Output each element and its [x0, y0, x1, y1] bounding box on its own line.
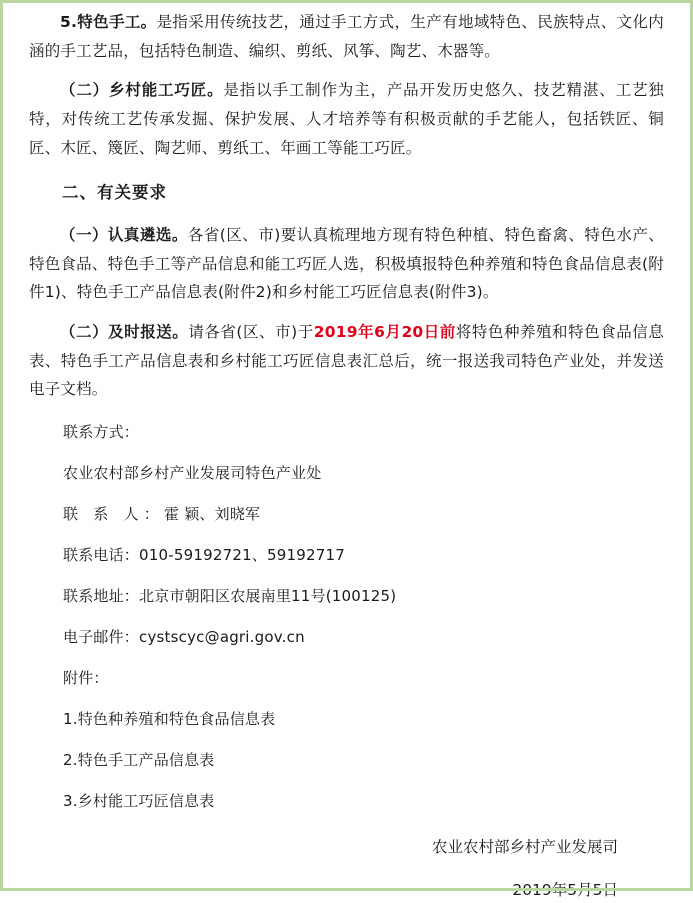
paragraph-body: 是指以手工制作为主，产品开发历史悠久、技艺精湛、工艺独特，对传统工艺传承发掘、保护发展、人才培养等有积极贡献的手艺能人，包括铁匠、铜匠、木匠、篾匠、陶艺师、剪纸工、年画工等能工巧匠。 [29, 81, 664, 157]
contact-person-label: 联 系 人： [63, 504, 165, 523]
contact-email [29, 625, 664, 649]
paragraph-item-2-artisans [29, 76, 664, 162]
contact-phone-value: 010-59192721、59192717 [139, 545, 345, 564]
contact-person [29, 502, 664, 526]
contact-department: 农业农村部乡村产业发展司特色产业处 [63, 463, 322, 482]
paragraph-req-timely-report [29, 318, 664, 404]
attachments-block [29, 666, 664, 813]
paragraph-body-post: 将特色种养殖和特色食品信息表、特色手工产品信息表和乡村能工巧匠信息表汇总后，统一报送我司特色产业处，并发送电子文档。 [29, 322, 664, 399]
contact-block [29, 420, 664, 649]
paragraph-lead: 5.特色手工。 [60, 13, 157, 31]
contact-email-value: cystscyc@agri.gov.cn [139, 627, 305, 646]
contact-address-value: 北京市朝阳区农展南里11号(100125) [139, 586, 397, 605]
contact-address [29, 584, 664, 608]
paragraph-lead: （二）及时报送。 [60, 322, 189, 341]
attachments-title: 附件： [63, 668, 109, 687]
paragraph-item-5-handicraft [29, 8, 664, 65]
attachment-item: 3.乡村能工巧匠信息表 [63, 791, 215, 810]
contact-email-label: 电子邮件： [63, 627, 140, 646]
paragraph-body: 是指采用传统技艺，通过手工方式，生产有地域特色、民族特点、文化内涵的手工艺品，包括特色制造、编织、剪纸、风筝、陶艺、木器等。 [29, 13, 665, 60]
attachment-item: 2.特色手工产品信息表 [63, 750, 215, 769]
section-heading: 二、有关要求 [62, 183, 167, 203]
contact-phone-label: 联系电话： [63, 545, 140, 564]
contact-phone [29, 543, 664, 567]
paragraph-body-pre: 请各省(区、市)于 [188, 322, 314, 341]
attachment-item: 1.特色种养殖和特色食品信息表 [63, 709, 276, 728]
contact-title: 联系方式： [63, 422, 140, 441]
paragraph-lead: （二）乡村能工巧匠。 [60, 81, 224, 100]
contact-person-value: 霍 颖、刘晓军 [164, 504, 261, 523]
paragraph-lead: （一）认真遴选。 [60, 225, 188, 244]
page-top-border [3, 0, 693, 3]
signature-issuer: 农业农村部乡村产业发展司 [431, 837, 618, 856]
paragraph-body: 各省(区、市)要认真梳理地方现有特色种植、特色畜禽、特色水产、特色食品、特色手工等产品信息和能工巧匠人选，积极填报特色种养殖和特色食品信息表(附件1)、特色手工产品信息表(附件2)和乡村能工巧匠信息表(附件3)。 [29, 225, 665, 302]
deadline-highlight: 2019年6月20日前 [313, 322, 456, 341]
paragraph-req-selection [29, 221, 664, 307]
contact-address-label: 联系地址： [63, 586, 140, 605]
